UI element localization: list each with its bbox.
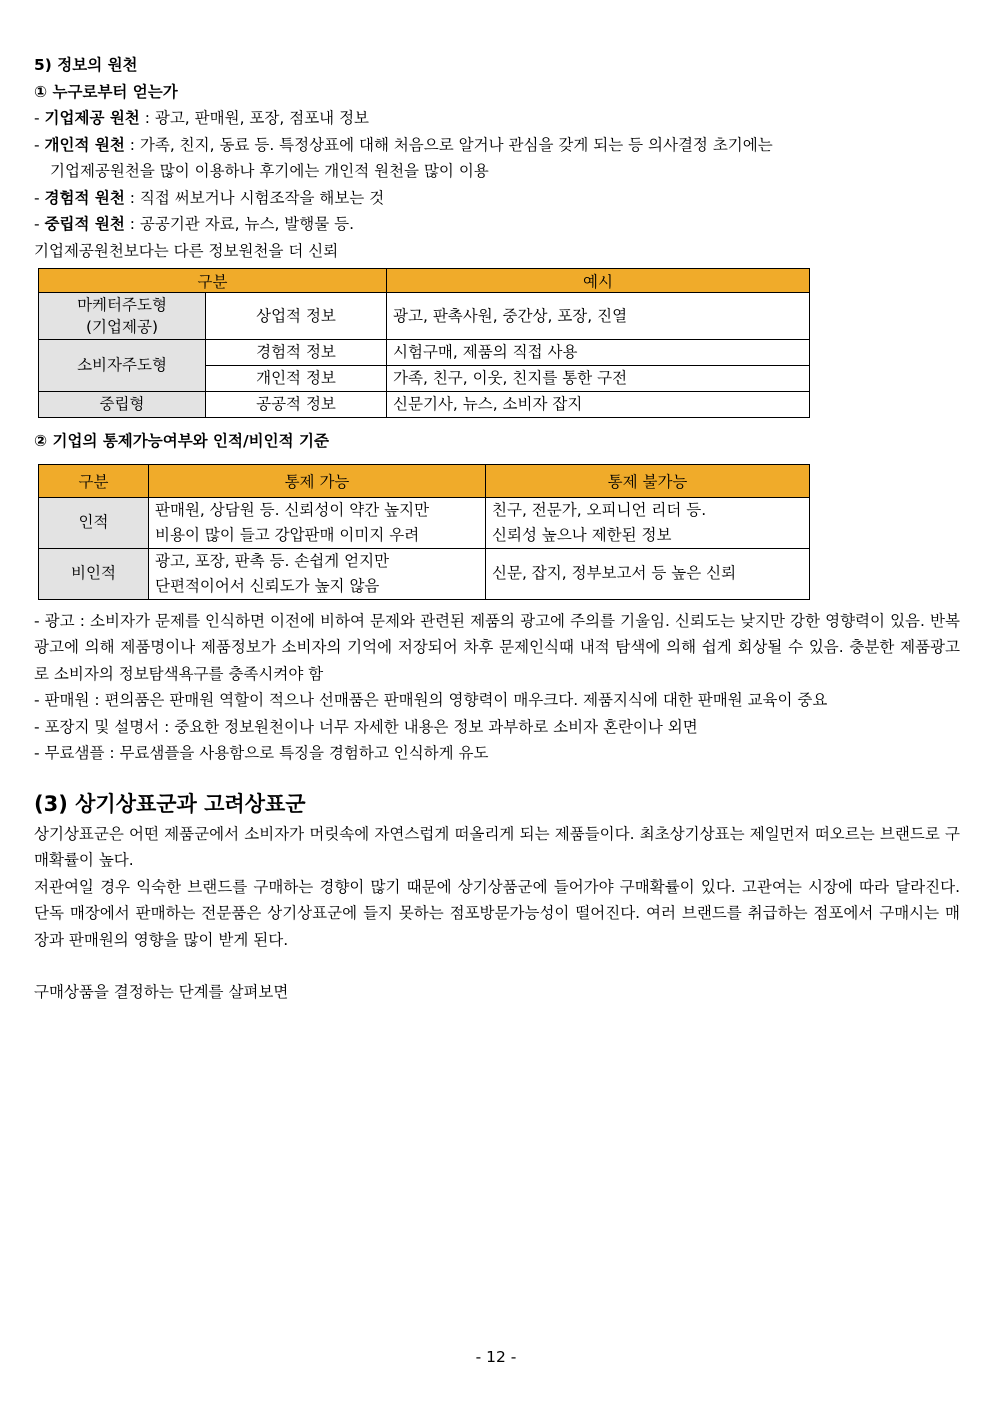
- page-number: - 12 -: [475, 1348, 517, 1366]
- header-category: 구분: [39, 269, 387, 293]
- example-cell: 시험구매, 제품의 직접 사용: [387, 340, 810, 366]
- section-title: 5) 정보의 원천: [34, 56, 138, 74]
- category-cell: 마케터주도형 (기업제공): [39, 293, 206, 340]
- note-salesperson: - 판매원 : 편의품은 판매원 역할이 적으나 선매품은 판매원의 영향력이 매우크다. 제품지식에 대한 판매원 교육이 중요: [34, 691, 828, 709]
- category-cell: 소비자주도형: [39, 340, 206, 392]
- table-row: [39, 340, 810, 366]
- source-item-personal-cont: 기업제공원천을 많이 이용하나 후기에는 개인적 원천을 많이 이용: [50, 162, 489, 180]
- document-page: [34, 52, 960, 1006]
- desc: : 광고, 판매원, 포장, 점포내 정보: [139, 109, 370, 127]
- header-uncontrollable: 통제 불가능: [486, 464, 810, 497]
- term: 경험적 원천: [44, 188, 125, 207]
- term: 중립적 원천: [44, 215, 125, 233]
- table-row: [39, 548, 810, 599]
- term: 개인적 원천: [44, 135, 125, 154]
- notes-list: [34, 608, 960, 767]
- desc: : 공공기관 자료, 뉴스, 발행물 등.: [124, 215, 355, 233]
- section3-title: (3) 상기상표군과 고려상표군: [34, 791, 306, 816]
- trust-note: 기업제공원천보다는 다른 정보원천을 더 신뢰: [34, 241, 339, 260]
- controllable-cell: 판매원, 상담원 등. 신뢰성이 약간 높지만 비용이 많이 들고 강압판매 이미지 우려: [149, 497, 486, 548]
- desc: : 직접 써보거나 시험조작을 해보는 것: [124, 188, 385, 207]
- note-packaging: - 포장지 및 설명서 : 중요한 정보원천이나 너무 자세한 내용은 정보 과부하로 소비자 혼란이나 외면: [34, 717, 698, 736]
- control-table: [38, 464, 810, 600]
- category-cell: 인적: [39, 497, 149, 548]
- controllable-cell: 광고, 포장, 판촉 등. 손쉽게 얻지만 단편적이어서 신뢰도가 높지 않음: [149, 548, 486, 599]
- header-controllable: 통제 가능: [149, 464, 486, 497]
- source-item-personal: - 개인적 원천 : 가족, 친지, 동료 등. 특정상표에 대해 처음으로 알거나 관심을 갖게 되는 등 의사결정 초기에는: [34, 135, 773, 154]
- example-cell: 신문기사, 뉴스, 소비자 잡지: [387, 392, 810, 418]
- table-header-row: [39, 464, 810, 497]
- source-table: [38, 268, 810, 418]
- subsection-title-2: ② 기업의 통제가능여부와 인적/비인적 기준: [34, 432, 329, 450]
- type-cell: 공공적 정보: [206, 392, 387, 418]
- category-cell: 중립형: [39, 392, 206, 418]
- source-item-corporate: - 기업제공 원천 : 광고, 판매원, 포장, 점포내 정보: [34, 109, 370, 127]
- type-cell: 상업적 정보: [206, 293, 387, 340]
- subsection-title-1: ① 누구로부터 얻는가: [34, 82, 178, 101]
- uncontrollable-cell: 신문, 잡지, 정부보고서 등 높은 신뢰: [486, 548, 810, 599]
- type-cell: 경험적 정보: [206, 340, 387, 366]
- note-ad: - 광고 : 소비자가 문제를 인식하면 이전에 비하여 문제와 관련된 제품의 광고에 주의를 기울임. 신뢰도는 낮지만 강한 영향력이 있음. 반복광고에 의해 제품명이나 제품정보가 소비자의 기억에 저장되어 차후 문제인식때 내적 탐색에 의해 쉽게 회상될 수 있음. 충분한 제품광고로 소비자의 정보탐색욕구를 충족시켜야 함: [34, 611, 960, 683]
- uncontrollable-cell: 친구, 전문가, 오피니언 리더 등. 신뢰성 높으나 제한된 정보: [486, 497, 810, 548]
- section3-paragraph-2: 저관여일 경우 익숙한 브랜드를 구매하는 경향이 많기 때문에 상기상품군에 들어가야 구매확률이 있다. 고관여는 시장에 따라 달라진다. 단독 매장에서 판매하는 전문품은 상기상표군에 들지 못하는 점포방문가능성이 떨어진다. 여러 브랜드를 취급하는 점포에서 구매시는 매장과 판매원의 영향을 많이 받게 된다.: [34, 877, 960, 949]
- table-row: [39, 392, 810, 418]
- example-cell: 광고, 판촉사원, 중간상, 포장, 진열: [387, 293, 810, 340]
- desc: : 가족, 친지, 동료 등. 특정상표에 대해 처음으로 알거나 관심을 갖게 되는 등 의사결정 초기에는: [124, 135, 773, 154]
- type-cell: 개인적 정보: [206, 366, 387, 392]
- note-sample: - 무료샘플 : 무료샘플을 사용함으로 특징을 경험하고 인식하게 유도: [34, 744, 489, 762]
- source-item-neutral: - 중립적 원천 : 공공기관 자료, 뉴스, 발행물 등.: [34, 215, 355, 233]
- term: 기업제공 원천: [44, 109, 140, 127]
- table-row: [39, 293, 810, 340]
- table-header-row: [39, 269, 810, 293]
- header-example: 예시: [387, 269, 810, 293]
- closing-text: 구매상품을 결정하는 단계를 살펴보면: [34, 983, 289, 1001]
- example-cell: 가족, 친구, 이웃, 친지를 통한 구전: [387, 366, 810, 392]
- category-cell: 비인적: [39, 548, 149, 599]
- source-item-experiential: - 경험적 원천 : 직접 써보거나 시험조작을 해보는 것: [34, 188, 385, 207]
- header-category: 구분: [39, 464, 149, 497]
- section3-paragraph-1: 상기상표군은 어떤 제품군에서 소비자가 머릿속에 자연스럽게 떠올리게 되는 제품들이다. 최초상기상표는 제일먼저 떠오르는 브랜드로 구매확률이 높다.: [34, 824, 960, 869]
- table-row: [39, 497, 810, 548]
